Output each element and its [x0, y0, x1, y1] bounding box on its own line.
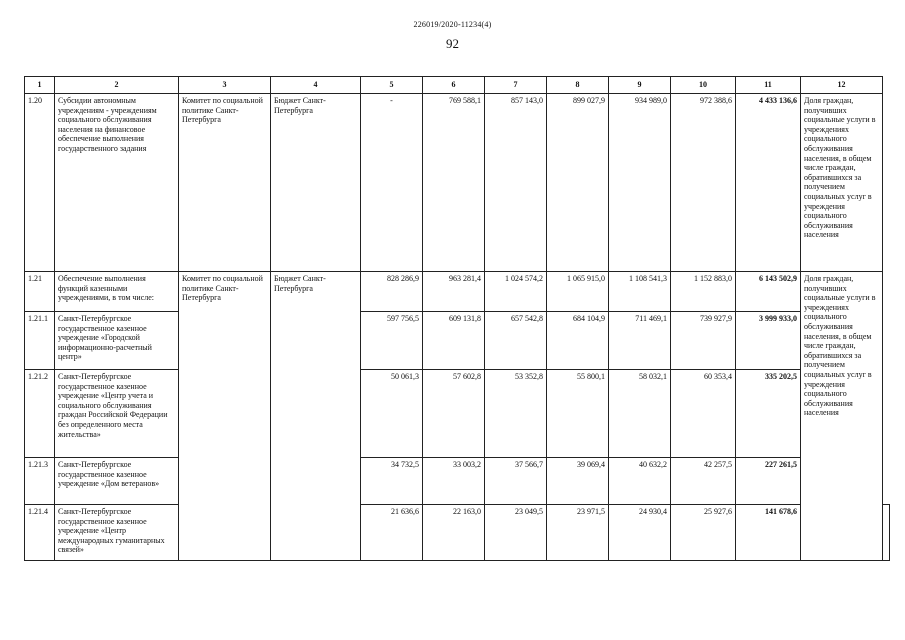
table-row: [25, 94, 890, 272]
row-value: 657 542,8: [485, 312, 547, 370]
column-header: 7: [485, 77, 547, 94]
row-value: 42 257,5: [671, 458, 736, 505]
column-header: 2: [55, 77, 179, 94]
row-value: 37 566,7: [485, 458, 547, 505]
row-value: 597 756,5: [361, 312, 423, 370]
row-value: 22 163,0: [423, 505, 485, 561]
row-code: 1.21: [25, 272, 55, 312]
table-row: [25, 458, 890, 505]
row-value: 963 281,4: [423, 272, 485, 312]
row-value: 1 152 883,0: [671, 272, 736, 312]
row-value: 899 027,9: [547, 94, 609, 272]
row-name: Субсидии автономным учреждениям - учреждениям социального обслуживания населения на финансовое обеспечение выполнения государственного задания: [55, 94, 179, 272]
column-header: 12: [801, 77, 883, 94]
row-value: 739 927,9: [671, 312, 736, 370]
row-value: 609 131,8: [423, 312, 485, 370]
table-row: [25, 312, 890, 370]
row-code: 1.20: [25, 94, 55, 272]
column-header: 11: [736, 77, 801, 94]
row-value: 1 024 574,2: [485, 272, 547, 312]
row-value: 53 352,8: [485, 370, 547, 458]
row-name: Санкт-Петербургское государственное казенное учреждение «Центр учета и социального обслуживания граждан Российской Федерации без определенного места жительства»: [55, 370, 179, 458]
row-code: 1.21.1: [25, 312, 55, 370]
row-value: 39 069,4: [547, 458, 609, 505]
row-total: 4 433 136,6: [736, 94, 801, 272]
row-value: 25 927,6: [671, 505, 736, 561]
row-total: 6 143 502,9: [736, 272, 801, 312]
column-header: 5: [361, 77, 423, 94]
row-value: 711 469,1: [609, 312, 671, 370]
row-value: 34 732,5: [361, 458, 423, 505]
row-code: 1.21.4: [25, 505, 55, 561]
row-value: 684 104,9: [547, 312, 609, 370]
row-code: 1.21.2: [25, 370, 55, 458]
row-total: 335 202,5: [736, 370, 801, 458]
row-indicator: Доля граждан, получивших социальные услуги в учреждениях социального обслуживания населения, в общем числе граждан, обратившихся за получением социальных услуг в учреждения социального обслуживания населения: [801, 94, 883, 272]
row-value: 23 049,5: [485, 505, 547, 561]
table-row: [25, 272, 890, 312]
column-header: 6: [423, 77, 485, 94]
header-row: [25, 77, 890, 94]
table-row: [25, 370, 890, 458]
row-value: 57 602,8: [423, 370, 485, 458]
row-value: 40 632,2: [609, 458, 671, 505]
page-number: 92: [446, 36, 459, 51]
row-name: Санкт-Петербургское государственное казенное учреждение «Городской информационно-расчетный центр»: [55, 312, 179, 370]
table-row: [25, 505, 890, 561]
row-total: 3 999 933,0: [736, 312, 801, 370]
row-value: 33 003,2: [423, 458, 485, 505]
column-header: 9: [609, 77, 671, 94]
row-total: 227 261,5: [736, 458, 801, 505]
row-executor: Комитет по социальной политике Санкт-Петербурга: [179, 94, 271, 272]
column-header: 10: [671, 77, 736, 94]
row-source: Бюджет Санкт-Петербурга: [271, 94, 361, 272]
row-value: 21 636,6: [361, 505, 423, 561]
row-executor: Комитет по социальной политике Санкт-Петербурга: [179, 272, 271, 561]
row-value: 828 286,9: [361, 272, 423, 312]
row-value: 769 588,1: [423, 94, 485, 272]
row-value: 1 065 915,0: [547, 272, 609, 312]
column-header: 8: [547, 77, 609, 94]
row-indicator-empty: [883, 505, 890, 561]
row-value: 972 388,6: [671, 94, 736, 272]
budget-table: [24, 76, 890, 561]
column-header: 4: [271, 77, 361, 94]
row-value: 50 061,3: [361, 370, 423, 458]
row-value: 857 143,0: [485, 94, 547, 272]
row-value: 1 108 541,3: [609, 272, 671, 312]
row-name: Санкт-Петербургское государственное казенное учреждение «Дом ветеранов»: [55, 458, 179, 505]
row-value: 55 800,1: [547, 370, 609, 458]
row-value: 934 989,0: [609, 94, 671, 272]
document-id: 226019/2020-11234(4): [413, 20, 492, 29]
row-name: Обеспечение выполнения функций казенными учреждениями, в том числе:: [55, 272, 179, 312]
row-indicator: Доля граждан, получивших социальные услуги в учреждениях социального обслуживания населения, в общем числе граждан, обратившихся за получением социальных услуг в учреждения социального обслуживания населения: [801, 272, 883, 561]
row-total: 141 678,6: [736, 505, 801, 561]
row-value: 60 353,4: [671, 370, 736, 458]
column-header: 3: [179, 77, 271, 94]
row-code: 1.21.3: [25, 458, 55, 505]
row-value: 24 930,4: [609, 505, 671, 561]
row-name: Санкт-Петербургское государственное казенное учреждение «Центр международных гуманитарных связей»: [55, 505, 179, 561]
row-value: -: [361, 94, 423, 272]
row-source: Бюджет Санкт-Петербурга: [271, 272, 361, 561]
row-value: 23 971,5: [547, 505, 609, 561]
column-header: 1: [25, 77, 55, 94]
row-value: 58 032,1: [609, 370, 671, 458]
